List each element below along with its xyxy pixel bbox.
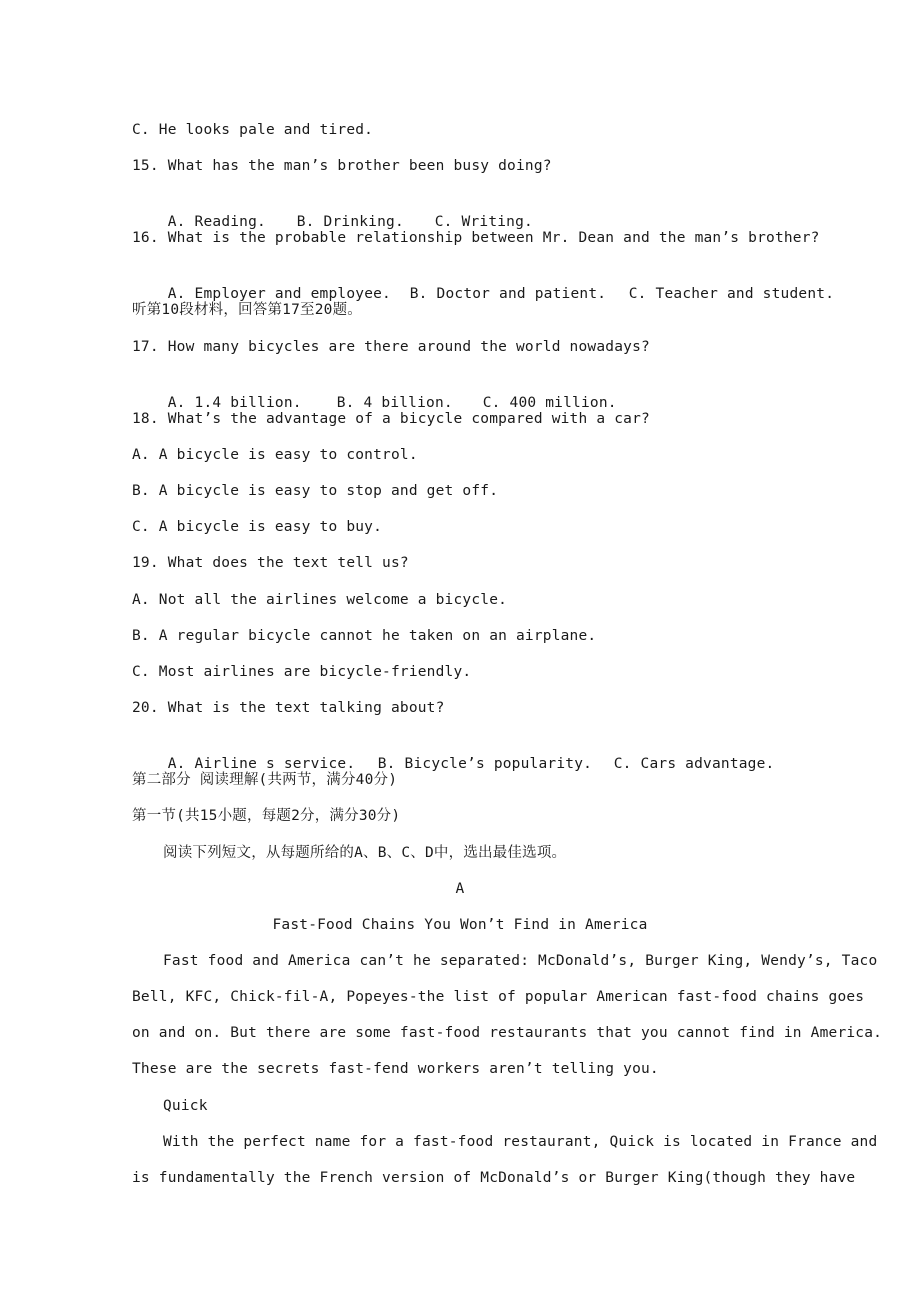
para1-line4: These are the secrets fast-fend workers aren’t telling you. (132, 1061, 659, 1077)
section10-instruction: 听第10段材料，回答第17至20题。 (132, 302, 362, 318)
q15-option-b: B. Drinking. (296, 214, 404, 230)
q18-option-c: C. A bicycle is easy to buy. (132, 519, 383, 535)
q19-question: 19. What does the text tell us? (132, 555, 409, 571)
para1-line3: on and on. But there are some fast-food restaurants that you cannot find in America. (132, 1025, 883, 1041)
q20-option-a: A. Airline s service. (167, 756, 356, 772)
passage-title: Fast-Food Chains You Won’t Find in America (272, 917, 648, 933)
q17-option-b: B. 4 billion. (336, 395, 453, 411)
q19-option-c: C. Most airlines are bicycle-friendly. (132, 664, 472, 680)
q15-option-c: C. Writing. (434, 214, 533, 230)
part2-title: 第二部分 阅读理解(共两节，满分40分) (132, 772, 398, 788)
q17-option-c: C. 400 million. (482, 395, 617, 411)
q17-question: 17. How many bicycles are there around the world nowadays? (132, 339, 650, 355)
q17-option-a: A. 1.4 billion. (167, 395, 302, 411)
q15-question: 15. What has the man’s brother been busy doing? (132, 158, 552, 174)
q16-option-b: B. Doctor and patient. (409, 286, 607, 302)
q15-option-a: A. Reading. (167, 214, 266, 230)
subheading-quick: Quick (163, 1098, 208, 1114)
para1-line2: Bell, KFC, Chick-fil-A, Popeyes-the list of popular American fast-food chains goes (132, 989, 865, 1005)
q18-question: 18. What’s the advantage of a bicycle compared with a car? (132, 411, 650, 427)
q16-question: 16. What is the probable relationship between Mr. Dean and the man’s brother? (132, 230, 820, 246)
q20-question: 20. What is the text talking about? (132, 700, 445, 716)
q20-option-b: B. Bicycle’s popularity. (377, 756, 593, 772)
q18-option-b: B. A bicycle is easy to stop and get off. (132, 483, 499, 499)
q19-option-b: B. A regular bicycle cannot he taken on an airplane. (132, 628, 597, 644)
para2-line2: is fundamentally the French version of McDonald’s or Burger King(though they have (132, 1170, 856, 1186)
para1-line1: Fast food and America can’t he separated: McDonald’s, Burger King, Wendy’s, Taco (163, 953, 878, 969)
q14-option-c: C. He looks pale and tired. (132, 122, 374, 138)
reading-instruction: 阅读下列短文，从每题所给的A、B、C、D中，选出最佳选项。 (163, 845, 567, 861)
q20-option-c: C. Cars advantage. (613, 756, 775, 772)
q16-option-c: C. Teacher and student. (628, 286, 835, 302)
para2-line1: With the perfect name for a fast-food restaurant, Quick is located in France and (163, 1134, 878, 1150)
passage-label: A (455, 881, 465, 897)
section1-title: 第一节(共15小题，每题2分，满分30分) (132, 808, 401, 824)
q16-option-a: A. Employer and employee. (167, 286, 391, 302)
q19-option-a: A. Not all the airlines welcome a bicycle. (132, 592, 508, 608)
q18-option-a: A. A bicycle is easy to control. (132, 447, 418, 463)
